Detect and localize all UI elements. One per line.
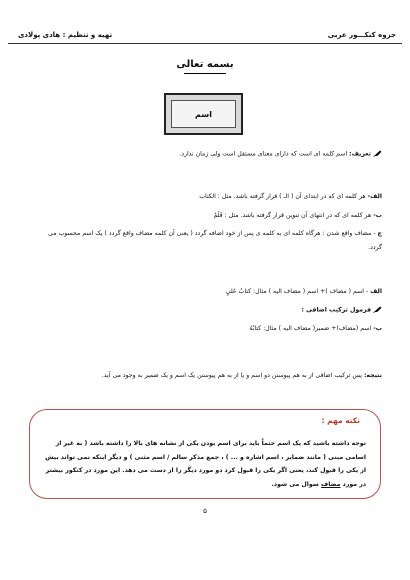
note-text (44, 437, 366, 491)
header-right-text: جزوه کنکـــور عربی (327, 31, 396, 39)
pencil-icon (373, 306, 382, 313)
item-c-text: - مضاف واقع شدن : هرگاه کلمه ای به کلمه ی پس از خود اضافه گردد ( یعنی آن کلمه مضاف واقع گردد ) یک اسم محسوب می گردد. (48, 230, 382, 251)
formula-heading (302, 306, 383, 314)
formula-b-text: اسم (مضاف)+ ضمیر( مضاف الیه ) مثال: کتابُهُ (249, 325, 374, 332)
pencil-icon (373, 150, 382, 157)
item-b-label: ب- (373, 212, 382, 219)
definition-line (179, 150, 382, 158)
formula-b (249, 325, 382, 332)
definition-label: تعریف: (349, 150, 371, 158)
note-text-main: توجه داشته باشید که یک اسم حتماً باید برای اسم بودن یکی از نشانه های بالا را داشته باشد ( به غیر از اسامی مبنی ( مانند ضمایر ، اسم اشاره و ... ) ، جمع مذکر سالم / اسم مثنی ) و دیگر اینکه نمی تواند بیش از یکی را قبول کند، یعنی اگر یکی را قبول کرد دو مورد دیگر را از دست می دهد. این مورد در کنکور بیشتر در مورد (45, 440, 366, 488)
topic-box-label: اسم (171, 100, 236, 128)
item-b (214, 212, 383, 219)
formula-heading-text: فرمول ترکیب اضافی : (301, 306, 371, 314)
formula-b-label: ب- (373, 325, 382, 332)
note-text-end: سوال می شود. (271, 480, 322, 488)
header-left-text: تهیه و تنظیم : هادی پولادی (18, 31, 113, 39)
page-title: بسمه تعالی (176, 59, 234, 70)
item-b-text: هر کلمه ای که در انتهای آن تنوین قرار گرفته باشد. مثل : قَلَمٌ (213, 212, 374, 219)
header-divider (8, 43, 402, 44)
item-a-label: الف- (367, 193, 382, 200)
page-number: ۵ (203, 507, 207, 515)
formula-a-text: - اسم ( مضاف )+ اسم ( مضاف الیه ) مثال: کتابُ عَلیٍ (225, 288, 371, 295)
formula-a-label: الف (370, 288, 382, 295)
definition-text: اسم کلمه ای است که دارای معنای مستقل است ولی زمان ندارد. (179, 150, 350, 158)
item-c (37, 227, 382, 255)
title-underline (184, 73, 226, 74)
important-note-box (29, 409, 381, 499)
item-c-label: ج (377, 230, 382, 237)
item-a-text: هر کلمه ای که در ابتدای آن ( الـ ) قرار گرفته باشد. مثل : الکتاب (199, 193, 368, 200)
result-label: نتیجه: (363, 372, 382, 379)
result-paragraph (37, 366, 382, 386)
formula-a (226, 288, 382, 295)
topic-box (164, 93, 243, 135)
note-title: نکته مهم : (321, 416, 360, 425)
item-a (199, 193, 382, 200)
result-text: پس ترکیب اضافی از به هم پیوستن دو اسم و یا از به هم پیوستن یک اسم و یک ضمیر به وجود می آید. (101, 372, 364, 379)
note-underlined-word: مضاف (321, 480, 341, 488)
